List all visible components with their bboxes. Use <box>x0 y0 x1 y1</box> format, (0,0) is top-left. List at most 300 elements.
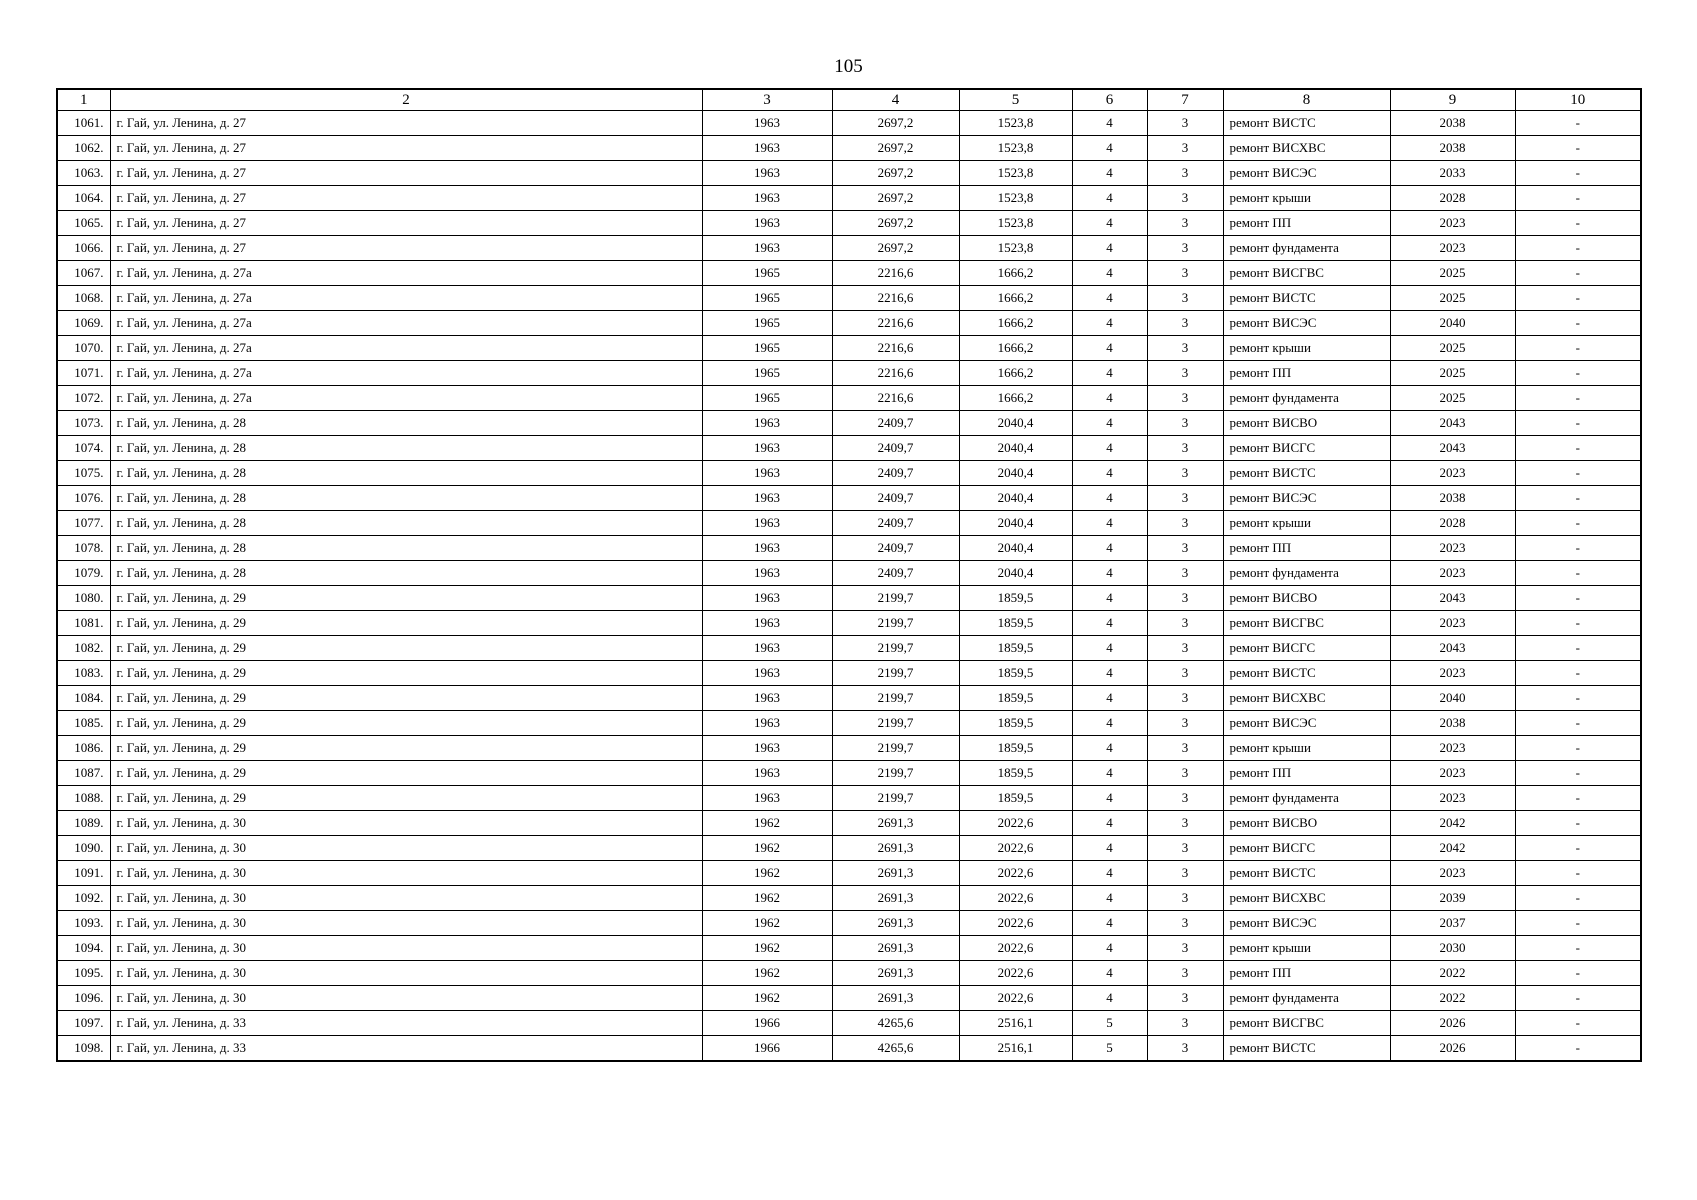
work-type-cell: ремонт ВИСЭС <box>1223 311 1390 336</box>
work-type-cell: ремонт ВИСЭС <box>1223 711 1390 736</box>
total-area-cell: 2199,7 <box>832 636 959 661</box>
total-area-cell: 2691,3 <box>832 886 959 911</box>
row-number-cell: 1093. <box>57 911 110 936</box>
work-type-cell: ремонт ПП <box>1223 761 1390 786</box>
living-area-cell: 1859,5 <box>959 661 1072 686</box>
note-cell: - <box>1515 336 1641 361</box>
table-row <box>57 136 1641 161</box>
entrances-cell: 3 <box>1147 711 1223 736</box>
table-row <box>57 161 1641 186</box>
planned-year-cell: 2038 <box>1390 111 1515 136</box>
build-year-cell: 1962 <box>702 861 832 886</box>
entrances-cell: 3 <box>1147 111 1223 136</box>
build-year-cell: 1963 <box>702 636 832 661</box>
address-cell: г. Гай, ул. Ленина, д. 27а <box>110 361 702 386</box>
table-row <box>57 736 1641 761</box>
table-row <box>57 836 1641 861</box>
entrances-cell: 3 <box>1147 911 1223 936</box>
work-type-cell: ремонт ВИСЭС <box>1223 911 1390 936</box>
entrances-cell: 3 <box>1147 161 1223 186</box>
build-year-cell: 1962 <box>702 836 832 861</box>
planned-year-cell: 2023 <box>1390 461 1515 486</box>
planned-year-cell: 2038 <box>1390 486 1515 511</box>
living-area-cell: 1666,2 <box>959 386 1072 411</box>
table-row <box>57 211 1641 236</box>
work-type-cell: ремонт ВИСГВС <box>1223 261 1390 286</box>
planned-year-cell: 2028 <box>1390 186 1515 211</box>
living-area-cell: 2022,6 <box>959 861 1072 886</box>
living-area-cell: 1666,2 <box>959 311 1072 336</box>
table-row <box>57 536 1641 561</box>
address-cell: г. Гай, ул. Ленина, д. 30 <box>110 936 702 961</box>
row-number-cell: 1066. <box>57 236 110 261</box>
address-cell: г. Гай, ул. Ленина, д. 29 <box>110 636 702 661</box>
table-row <box>57 886 1641 911</box>
note-cell: - <box>1515 786 1641 811</box>
row-number-cell: 1084. <box>57 686 110 711</box>
planned-year-cell: 2023 <box>1390 761 1515 786</box>
floors-cell: 4 <box>1072 411 1147 436</box>
floors-cell: 4 <box>1072 261 1147 286</box>
address-cell: г. Гай, ул. Ленина, д. 28 <box>110 411 702 436</box>
total-area-cell: 2409,7 <box>832 461 959 486</box>
note-cell: - <box>1515 986 1641 1011</box>
living-area-cell: 2040,4 <box>959 511 1072 536</box>
floors-cell: 4 <box>1072 811 1147 836</box>
living-area-cell: 1859,5 <box>959 636 1072 661</box>
planned-year-cell: 2033 <box>1390 161 1515 186</box>
floors-cell: 4 <box>1072 861 1147 886</box>
living-area-cell: 1859,5 <box>959 611 1072 636</box>
planned-year-cell: 2043 <box>1390 586 1515 611</box>
row-number-cell: 1077. <box>57 511 110 536</box>
planned-year-cell: 2022 <box>1390 961 1515 986</box>
floors-cell: 4 <box>1072 461 1147 486</box>
planned-year-cell: 2039 <box>1390 886 1515 911</box>
floors-cell: 4 <box>1072 436 1147 461</box>
build-year-cell: 1962 <box>702 911 832 936</box>
build-year-cell: 1962 <box>702 986 832 1011</box>
total-area-cell: 2216,6 <box>832 361 959 386</box>
build-year-cell: 1963 <box>702 161 832 186</box>
address-cell: г. Гай, ул. Ленина, д. 30 <box>110 861 702 886</box>
column-header: 3 <box>702 89 832 111</box>
note-cell: - <box>1515 936 1641 961</box>
build-year-cell: 1966 <box>702 1036 832 1062</box>
living-area-cell: 2040,4 <box>959 486 1072 511</box>
table-row <box>57 311 1641 336</box>
planned-year-cell: 2030 <box>1390 936 1515 961</box>
floors-cell: 5 <box>1072 1036 1147 1062</box>
row-number-cell: 1094. <box>57 936 110 961</box>
floors-cell: 4 <box>1072 211 1147 236</box>
living-area-cell: 1859,5 <box>959 761 1072 786</box>
row-number-cell: 1065. <box>57 211 110 236</box>
note-cell: - <box>1515 836 1641 861</box>
entrances-cell: 3 <box>1147 211 1223 236</box>
row-number-cell: 1064. <box>57 186 110 211</box>
build-year-cell: 1963 <box>702 561 832 586</box>
note-cell: - <box>1515 386 1641 411</box>
entrances-cell: 3 <box>1147 286 1223 311</box>
table-row <box>57 986 1641 1011</box>
table-row <box>57 186 1641 211</box>
row-number-cell: 1078. <box>57 536 110 561</box>
floors-cell: 4 <box>1072 761 1147 786</box>
living-area-cell: 1666,2 <box>959 261 1072 286</box>
build-year-cell: 1962 <box>702 811 832 836</box>
entrances-cell: 3 <box>1147 511 1223 536</box>
floors-cell: 4 <box>1072 611 1147 636</box>
note-cell: - <box>1515 411 1641 436</box>
living-area-cell: 1666,2 <box>959 286 1072 311</box>
floors-cell: 4 <box>1072 911 1147 936</box>
planned-year-cell: 2023 <box>1390 786 1515 811</box>
build-year-cell: 1963 <box>702 186 832 211</box>
total-area-cell: 2697,2 <box>832 186 959 211</box>
floors-cell: 4 <box>1072 361 1147 386</box>
entrances-cell: 3 <box>1147 586 1223 611</box>
planned-year-cell: 2023 <box>1390 236 1515 261</box>
floors-cell: 4 <box>1072 661 1147 686</box>
row-number-cell: 1082. <box>57 636 110 661</box>
address-cell: г. Гай, ул. Ленина, д. 27 <box>110 111 702 136</box>
total-area-cell: 2691,3 <box>832 936 959 961</box>
address-cell: г. Гай, ул. Ленина, д. 30 <box>110 911 702 936</box>
address-cell: г. Гай, ул. Ленина, д. 29 <box>110 611 702 636</box>
entrances-cell: 3 <box>1147 761 1223 786</box>
address-cell: г. Гай, ул. Ленина, д. 29 <box>110 686 702 711</box>
work-type-cell: ремонт ВИСГВС <box>1223 1011 1390 1036</box>
table-row <box>57 861 1641 886</box>
note-cell: - <box>1515 161 1641 186</box>
build-year-cell: 1963 <box>702 411 832 436</box>
work-type-cell: ремонт ВИСТС <box>1223 1036 1390 1062</box>
address-cell: г. Гай, ул. Ленина, д. 30 <box>110 886 702 911</box>
floors-cell: 4 <box>1072 236 1147 261</box>
work-type-cell: ремонт ВИСТС <box>1223 111 1390 136</box>
column-header: 10 <box>1515 89 1641 111</box>
note-cell: - <box>1515 1036 1641 1062</box>
planned-year-cell: 2038 <box>1390 711 1515 736</box>
address-cell: г. Гай, ул. Ленина, д. 28 <box>110 511 702 536</box>
total-area-cell: 2697,2 <box>832 161 959 186</box>
table-row <box>57 361 1641 386</box>
address-cell: г. Гай, ул. Ленина, д. 27 <box>110 136 702 161</box>
living-area-cell: 2040,4 <box>959 561 1072 586</box>
total-area-cell: 4265,6 <box>832 1036 959 1062</box>
build-year-cell: 1965 <box>702 286 832 311</box>
entrances-cell: 3 <box>1147 886 1223 911</box>
planned-year-cell: 2026 <box>1390 1011 1515 1036</box>
living-area-cell: 2022,6 <box>959 811 1072 836</box>
table-row <box>57 386 1641 411</box>
build-year-cell: 1963 <box>702 486 832 511</box>
table-row <box>57 686 1641 711</box>
planned-year-cell: 2025 <box>1390 286 1515 311</box>
row-number-cell: 1068. <box>57 286 110 311</box>
floors-cell: 4 <box>1072 936 1147 961</box>
living-area-cell: 1859,5 <box>959 711 1072 736</box>
note-cell: - <box>1515 661 1641 686</box>
row-number-cell: 1070. <box>57 336 110 361</box>
total-area-cell: 2199,7 <box>832 711 959 736</box>
note-cell: - <box>1515 186 1641 211</box>
living-area-cell: 2040,4 <box>959 461 1072 486</box>
planned-year-cell: 2023 <box>1390 736 1515 761</box>
total-area-cell: 2199,7 <box>832 786 959 811</box>
row-number-cell: 1071. <box>57 361 110 386</box>
address-cell: г. Гай, ул. Ленина, д. 30 <box>110 986 702 1011</box>
work-type-cell: ремонт ВИСХВС <box>1223 136 1390 161</box>
planned-year-cell: 2028 <box>1390 511 1515 536</box>
address-cell: г. Гай, ул. Ленина, д. 28 <box>110 536 702 561</box>
entrances-cell: 3 <box>1147 986 1223 1011</box>
address-cell: г. Гай, ул. Ленина, д. 27а <box>110 386 702 411</box>
planned-year-cell: 2023 <box>1390 861 1515 886</box>
entrances-cell: 3 <box>1147 736 1223 761</box>
table-row <box>57 911 1641 936</box>
entrances-cell: 3 <box>1147 336 1223 361</box>
table-row <box>57 936 1641 961</box>
entrances-cell: 3 <box>1147 1036 1223 1062</box>
build-year-cell: 1963 <box>702 136 832 161</box>
living-area-cell: 2516,1 <box>959 1036 1072 1062</box>
table-row <box>57 486 1641 511</box>
note-cell: - <box>1515 586 1641 611</box>
floors-cell: 4 <box>1072 511 1147 536</box>
note-cell: - <box>1515 436 1641 461</box>
total-area-cell: 2691,3 <box>832 811 959 836</box>
entrances-cell: 3 <box>1147 636 1223 661</box>
entrances-cell: 3 <box>1147 411 1223 436</box>
planned-year-cell: 2040 <box>1390 311 1515 336</box>
address-cell: г. Гай, ул. Ленина, д. 28 <box>110 486 702 511</box>
row-number-cell: 1097. <box>57 1011 110 1036</box>
planned-year-cell: 2025 <box>1390 261 1515 286</box>
living-area-cell: 1523,8 <box>959 211 1072 236</box>
column-header: 9 <box>1390 89 1515 111</box>
living-area-cell: 2022,6 <box>959 836 1072 861</box>
entrances-cell: 3 <box>1147 436 1223 461</box>
note-cell: - <box>1515 811 1641 836</box>
address-cell: г. Гай, ул. Ленина, д. 29 <box>110 761 702 786</box>
row-number-cell: 1074. <box>57 436 110 461</box>
total-area-cell: 2691,3 <box>832 986 959 1011</box>
work-type-cell: ремонт ПП <box>1223 211 1390 236</box>
entrances-cell: 3 <box>1147 1011 1223 1036</box>
living-area-cell: 1666,2 <box>959 361 1072 386</box>
total-area-cell: 2691,3 <box>832 961 959 986</box>
row-number-cell: 1069. <box>57 311 110 336</box>
build-year-cell: 1966 <box>702 1011 832 1036</box>
entrances-cell: 3 <box>1147 661 1223 686</box>
entrances-cell: 3 <box>1147 236 1223 261</box>
planned-year-cell: 2040 <box>1390 686 1515 711</box>
row-number-cell: 1076. <box>57 486 110 511</box>
entrances-cell: 3 <box>1147 936 1223 961</box>
build-year-cell: 1963 <box>702 736 832 761</box>
floors-cell: 4 <box>1072 686 1147 711</box>
planned-year-cell: 2026 <box>1390 1036 1515 1062</box>
work-type-cell: ремонт фундамента <box>1223 786 1390 811</box>
table-row <box>57 586 1641 611</box>
table-row <box>57 761 1641 786</box>
planned-year-cell: 2025 <box>1390 386 1515 411</box>
build-year-cell: 1962 <box>702 936 832 961</box>
table-row <box>57 286 1641 311</box>
address-cell: г. Гай, ул. Ленина, д. 27 <box>110 186 702 211</box>
living-area-cell: 1523,8 <box>959 111 1072 136</box>
entrances-cell: 3 <box>1147 561 1223 586</box>
table-row <box>57 711 1641 736</box>
note-cell: - <box>1515 761 1641 786</box>
row-number-cell: 1073. <box>57 411 110 436</box>
total-area-cell: 2199,7 <box>832 686 959 711</box>
work-type-cell: ремонт ВИСВО <box>1223 586 1390 611</box>
row-number-cell: 1067. <box>57 261 110 286</box>
note-cell: - <box>1515 711 1641 736</box>
living-area-cell: 1523,8 <box>959 136 1072 161</box>
address-cell: г. Гай, ул. Ленина, д. 33 <box>110 1011 702 1036</box>
build-year-cell: 1963 <box>702 686 832 711</box>
floors-cell: 4 <box>1072 161 1147 186</box>
row-number-cell: 1098. <box>57 1036 110 1062</box>
row-number-cell: 1063. <box>57 161 110 186</box>
address-cell: г. Гай, ул. Ленина, д. 28 <box>110 436 702 461</box>
build-year-cell: 1963 <box>702 536 832 561</box>
floors-cell: 5 <box>1072 1011 1147 1036</box>
table-row <box>57 411 1641 436</box>
entrances-cell: 3 <box>1147 486 1223 511</box>
address-cell: г. Гай, ул. Ленина, д. 29 <box>110 661 702 686</box>
work-type-cell: ремонт ВИСГС <box>1223 636 1390 661</box>
entrances-cell: 3 <box>1147 836 1223 861</box>
table-row <box>57 786 1641 811</box>
row-number-cell: 1091. <box>57 861 110 886</box>
build-year-cell: 1963 <box>702 611 832 636</box>
build-year-cell: 1963 <box>702 511 832 536</box>
living-area-cell: 2022,6 <box>959 886 1072 911</box>
floors-cell: 4 <box>1072 286 1147 311</box>
build-year-cell: 1963 <box>702 436 832 461</box>
entrances-cell: 3 <box>1147 961 1223 986</box>
work-type-cell: ремонт крыши <box>1223 511 1390 536</box>
living-area-cell: 2040,4 <box>959 436 1072 461</box>
total-area-cell: 2216,6 <box>832 336 959 361</box>
work-type-cell: ремонт ВИСВО <box>1223 411 1390 436</box>
row-number-cell: 1090. <box>57 836 110 861</box>
floors-cell: 4 <box>1072 386 1147 411</box>
total-area-cell: 2697,2 <box>832 111 959 136</box>
column-header: 2 <box>110 89 702 111</box>
work-type-cell: ремонт ПП <box>1223 536 1390 561</box>
table-row <box>57 511 1641 536</box>
note-cell: - <box>1515 261 1641 286</box>
address-cell: г. Гай, ул. Ленина, д. 30 <box>110 811 702 836</box>
entrances-cell: 3 <box>1147 311 1223 336</box>
column-header: 7 <box>1147 89 1223 111</box>
floors-cell: 4 <box>1072 736 1147 761</box>
build-year-cell: 1963 <box>702 236 832 261</box>
floors-cell: 4 <box>1072 711 1147 736</box>
table-row <box>57 461 1641 486</box>
floors-cell: 4 <box>1072 111 1147 136</box>
total-area-cell: 2409,7 <box>832 411 959 436</box>
address-cell: г. Гай, ул. Ленина, д. 27а <box>110 311 702 336</box>
total-area-cell: 2409,7 <box>832 561 959 586</box>
total-area-cell: 2199,7 <box>832 736 959 761</box>
living-area-cell: 1859,5 <box>959 686 1072 711</box>
table-row <box>57 336 1641 361</box>
living-area-cell: 1523,8 <box>959 186 1072 211</box>
build-year-cell: 1965 <box>702 361 832 386</box>
work-type-cell: ремонт ВИСВО <box>1223 811 1390 836</box>
table-row <box>57 636 1641 661</box>
build-year-cell: 1963 <box>702 661 832 686</box>
work-type-cell: ремонт ВИСЭС <box>1223 486 1390 511</box>
floors-cell: 4 <box>1072 186 1147 211</box>
planned-year-cell: 2023 <box>1390 561 1515 586</box>
column-header: 6 <box>1072 89 1147 111</box>
entrances-cell: 3 <box>1147 136 1223 161</box>
note-cell: - <box>1515 236 1641 261</box>
floors-cell: 4 <box>1072 636 1147 661</box>
build-year-cell: 1965 <box>702 386 832 411</box>
address-cell: г. Гай, ул. Ленина, д. 29 <box>110 736 702 761</box>
planned-year-cell: 2042 <box>1390 836 1515 861</box>
floors-cell: 4 <box>1072 586 1147 611</box>
total-area-cell: 2409,7 <box>832 436 959 461</box>
address-cell: г. Гай, ул. Ленина, д. 29 <box>110 711 702 736</box>
total-area-cell: 2697,2 <box>832 136 959 161</box>
build-year-cell: 1965 <box>702 336 832 361</box>
address-cell: г. Гай, ул. Ленина, д. 27а <box>110 261 702 286</box>
row-number-cell: 1062. <box>57 136 110 161</box>
address-cell: г. Гай, ул. Ленина, д. 30 <box>110 836 702 861</box>
note-cell: - <box>1515 686 1641 711</box>
work-type-cell: ремонт фундамента <box>1223 561 1390 586</box>
total-area-cell: 2199,7 <box>832 761 959 786</box>
work-type-cell: ремонт крыши <box>1223 186 1390 211</box>
work-type-cell: ремонт ВИСГВС <box>1223 611 1390 636</box>
row-number-cell: 1092. <box>57 886 110 911</box>
row-number-cell: 1086. <box>57 736 110 761</box>
build-year-cell: 1963 <box>702 211 832 236</box>
note-cell: - <box>1515 961 1641 986</box>
work-type-cell: ремонт ВИСТС <box>1223 286 1390 311</box>
column-header: 5 <box>959 89 1072 111</box>
entrances-cell: 3 <box>1147 461 1223 486</box>
living-area-cell: 1859,5 <box>959 586 1072 611</box>
work-type-cell: ремонт ВИСТС <box>1223 861 1390 886</box>
floors-cell: 4 <box>1072 986 1147 1011</box>
row-number-cell: 1075. <box>57 461 110 486</box>
living-area-cell: 2022,6 <box>959 936 1072 961</box>
work-type-cell: ремонт ВИСТС <box>1223 461 1390 486</box>
total-area-cell: 2216,6 <box>832 261 959 286</box>
floors-cell: 4 <box>1072 536 1147 561</box>
living-area-cell: 1523,8 <box>959 236 1072 261</box>
total-area-cell: 2409,7 <box>832 536 959 561</box>
total-area-cell: 2409,7 <box>832 486 959 511</box>
living-area-cell: 1859,5 <box>959 786 1072 811</box>
living-area-cell: 2022,6 <box>959 961 1072 986</box>
work-type-cell: ремонт крыши <box>1223 936 1390 961</box>
row-number-cell: 1083. <box>57 661 110 686</box>
table-row <box>57 261 1641 286</box>
total-area-cell: 2216,6 <box>832 286 959 311</box>
